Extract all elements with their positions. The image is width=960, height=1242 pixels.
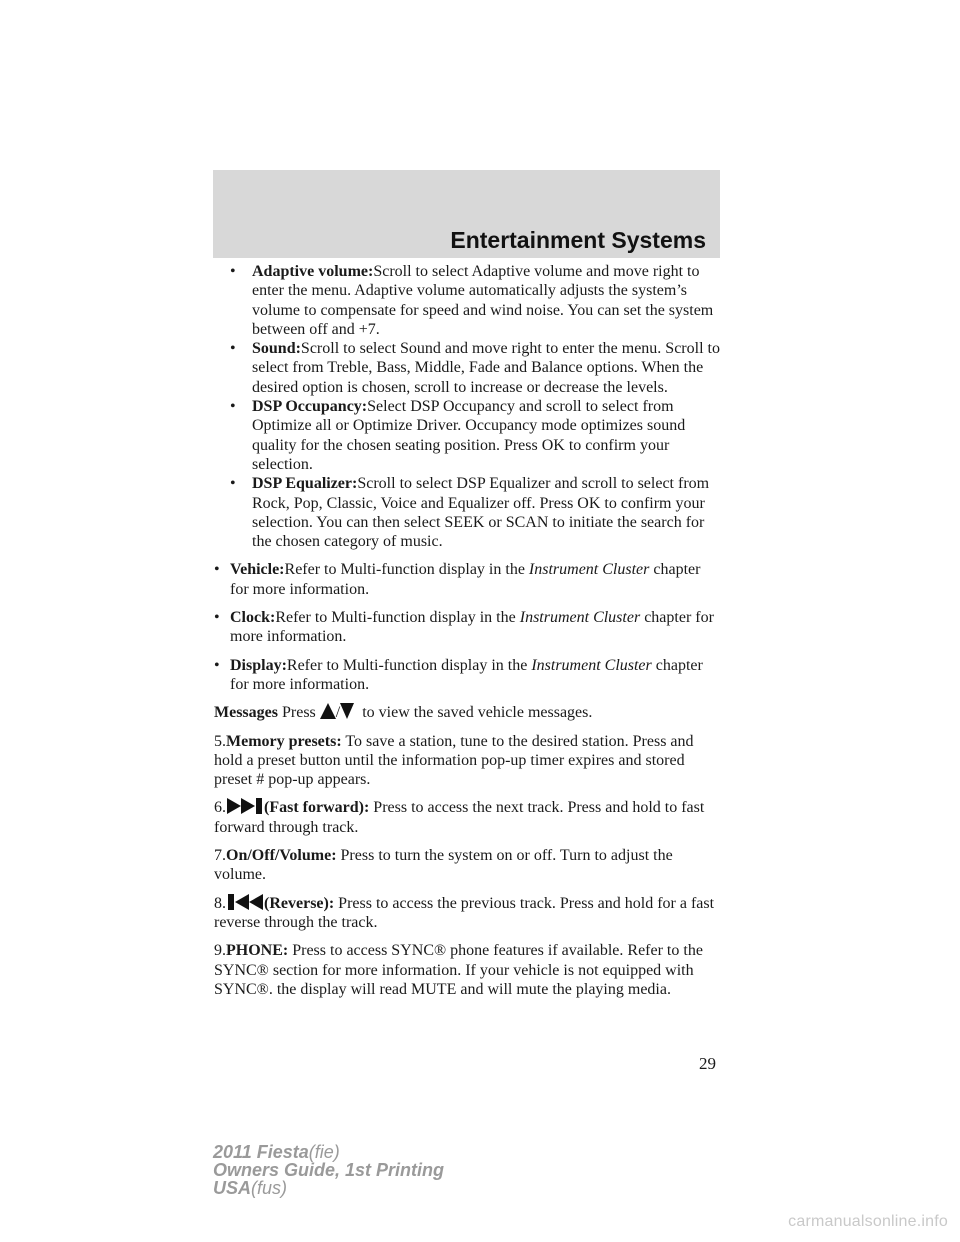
numbered-item (214, 732, 722, 790)
footer-guide: Owners Guide, 1st Printing (213, 1160, 445, 1180)
item-term: Adaptive volume: (252, 263, 374, 280)
item-text: Refer to Multi-function display in the (284, 561, 525, 579)
numbered-item (214, 798, 722, 837)
page-number: 29 (699, 1054, 716, 1073)
item-text: Press to access the next track. Press and hold to fast forward through track. (214, 799, 705, 836)
list-item (214, 560, 722, 599)
item-term: (Reverse): (264, 894, 335, 912)
press-text: Press (281, 704, 316, 722)
arrow-down-icon (340, 703, 354, 719)
item-term: On/Off/Volume: (226, 847, 337, 865)
numbered-item (214, 941, 722, 999)
item-text: Scroll to select Adaptive volume and move right to enter the menu. Adaptive volume automatically adjusts the system’s volume to compensate for speed and wind noise. You can set the system between off and +7. (252, 263, 714, 338)
item-term: Sound: (252, 340, 301, 358)
item-tail: chapter for more information. (230, 656, 703, 693)
footer-region: USA (213, 1178, 252, 1198)
item-number: 7. (214, 847, 226, 865)
bullet: • (214, 656, 220, 674)
numbered-item (214, 846, 722, 885)
numbered-item (214, 894, 722, 933)
item-term: Display: (230, 656, 287, 674)
list-item (214, 608, 722, 647)
item-text: To save a station, tune to the desired station. Press and hold a preset button until the information pop-up timer expires and stored preset # pop-up appears. (214, 732, 694, 789)
sub-bullet-list (214, 262, 722, 551)
list-item (214, 656, 722, 695)
item-number: 9. (214, 942, 226, 960)
item-text: Scroll to select Sound and move right to enter the menu. Scroll to select from Treble, Bass, Middle, Fade and Balance options. When the desired option is chosen, scroll to increase or decrease the levels. (252, 340, 720, 396)
item-term: DSP Occupancy: (252, 398, 368, 416)
list-item (214, 339, 722, 397)
bullet: • (230, 340, 236, 358)
document-footer (213, 1143, 444, 1197)
arrow-up-icon (320, 703, 336, 719)
chapter-reference: Instrument Cluster (528, 561, 650, 579)
list-item (214, 397, 722, 474)
list-item (214, 262, 722, 339)
item-text: Refer to Multi-function display in the (275, 609, 516, 627)
section-header-band (213, 170, 720, 258)
footer-model-code: (fie) (308, 1142, 340, 1162)
item-text: Scroll to select DSP Equalizer and scroll to select from Rock, Pop, Classic, Voice and Equalizer off. Press OK to confirm your selection. You can then select SEEK or SCAN to initiate the search for the chosen category of music. (252, 475, 710, 551)
reverse-icon (226, 894, 264, 910)
chapter-reference: Instrument Cluster (519, 609, 641, 627)
item-term: PHONE: (226, 942, 289, 960)
item-term: DSP Equalizer: (252, 475, 358, 493)
fast-forward-icon (226, 798, 264, 814)
slash-text: / (335, 704, 341, 722)
chapter-reference: Instrument Cluster (531, 656, 652, 674)
item-tail: chapter for more information. (230, 609, 714, 646)
item-term: Memory presets: (226, 732, 342, 750)
section-title: Entertainment Systems (450, 227, 706, 253)
item-term: Vehicle: (230, 561, 285, 579)
item-number: 8. (214, 894, 226, 912)
footer-model: 2011 Fiesta (213, 1142, 309, 1162)
bullet: • (230, 398, 236, 416)
item-text: Press to turn the system on or off. Turn to adjust the volume. (214, 847, 673, 884)
item-term: Messages (214, 704, 278, 722)
bullet: • (214, 609, 220, 627)
bullet: • (230, 263, 236, 280)
item-number: 6. (214, 799, 226, 817)
footer-region-code: (fus) (251, 1178, 288, 1198)
messages-paragraph (214, 703, 722, 722)
item-tail: chapter for more information. (230, 561, 701, 598)
bullet: • (230, 475, 236, 493)
bullet: • (214, 561, 220, 579)
item-number: 5. (214, 732, 226, 750)
item-term: (Fast forward): (264, 799, 370, 817)
item-term: Clock: (230, 609, 276, 627)
item-text: Press to access the previous track. Press and hold for a fast reverse through the track. (214, 894, 715, 931)
item-text: Select DSP Occupancy and scroll to select from Optimize all or Optimize Driver. Occupancy mode optimizes sound quality for the chosen seating position. Press OK to confirm your selection. (252, 398, 686, 473)
list-item (214, 474, 722, 551)
watermark: carmanualsonline.info (788, 1213, 948, 1230)
item-text: Press to access SYNC® phone features if available. Refer to the SYNC® section for more information. If your vehicle is not equipped with SYNC®. the display will read MUTE and will mute the playing media. (214, 942, 703, 998)
item-text: to view the saved vehicle messages. (362, 704, 593, 722)
page-content (214, 262, 722, 1008)
item-text: Refer to Multi-function display in the (286, 656, 528, 674)
